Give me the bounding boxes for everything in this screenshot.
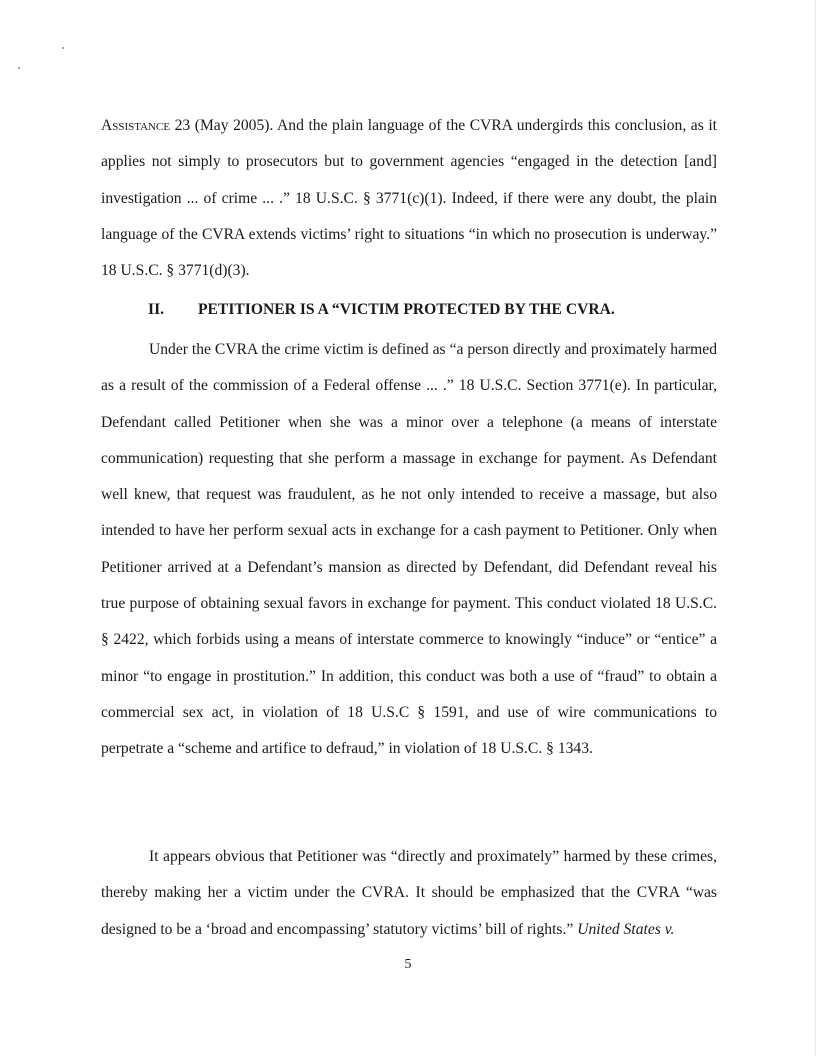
- section-heading: [148, 299, 615, 321]
- page-number: 5: [404, 957, 412, 972]
- scan-speck: [18, 67, 20, 69]
- scan-speck: [62, 47, 64, 49]
- paragraph-continued: [101, 108, 717, 289]
- section-number: II.: [148, 301, 165, 318]
- section-title: PETITIONER IS A “VICTIM PROTECTED BY THE CVRA.: [198, 301, 615, 318]
- paragraph-1-text: 23 (May 2005). And the plain language of the CVRA undergirds this conclusion, as it applies not simply to prosecutors but to government agencies “engaged in the detection [and] investigation ... of crime ... .” 18 U.S.C. § 3771(c)(1). Indeed, if there were any doubt, the plain language of the CVRA extends victims’ right to situations “in which no prosecution is underway.” 18 U.S.C. § 3771(d)(3).: [101, 117, 717, 280]
- source-title-small-caps: Assistance: [101, 117, 171, 134]
- paragraph-3: [101, 839, 717, 948]
- paragraph-2-text: Under the CVRA the crime victim is defined as “a person directly and proximately harmed as a result of the commission of a Federal offense ... .” 18 U.S.C. Section 3771(e). In particular, Defendant called Petitioner when she was a minor over a telephone (a means of interstate communication) requesting that she perform a massage in exchange for payment. As Defendant well knew, that request was fraudulent, as he not only intended to receive a massage, but also intended to have her perform sexual acts in exchange for a cash payment to Petitioner. Only when Petitioner arrived at a Defendant’s mansion as directed by Defendant, did Defendant reveal his true purpose of obtaining sexual favors in exchange for payment. This conduct violated 18 U.S.C. § 2422, which forbids using a means of interstate commerce to knowingly “induce” or “entice” a minor “to engage in prostitution.” In addition, this conduct was both a use of “fraud” to obtain a commercial sex act, in violation of 18 U.S.C § 1591, and use of wire communications to perpetrate a “scheme and artifice to defraud,” in violation of 18 U.S.C. § 1343.: [101, 341, 717, 758]
- paragraph-2: [101, 332, 717, 768]
- case-citation-italic: United States v.: [577, 920, 675, 938]
- paragraph-3-text: It appears obvious that Petitioner was “directly and proximately” harmed by these crimes, thereby making her a victim under the CVRA. It should be emphasized that the CVRA “was designed to be a ‘broad and encompassing’ statutory victims’ bill of rights.”: [101, 848, 717, 938]
